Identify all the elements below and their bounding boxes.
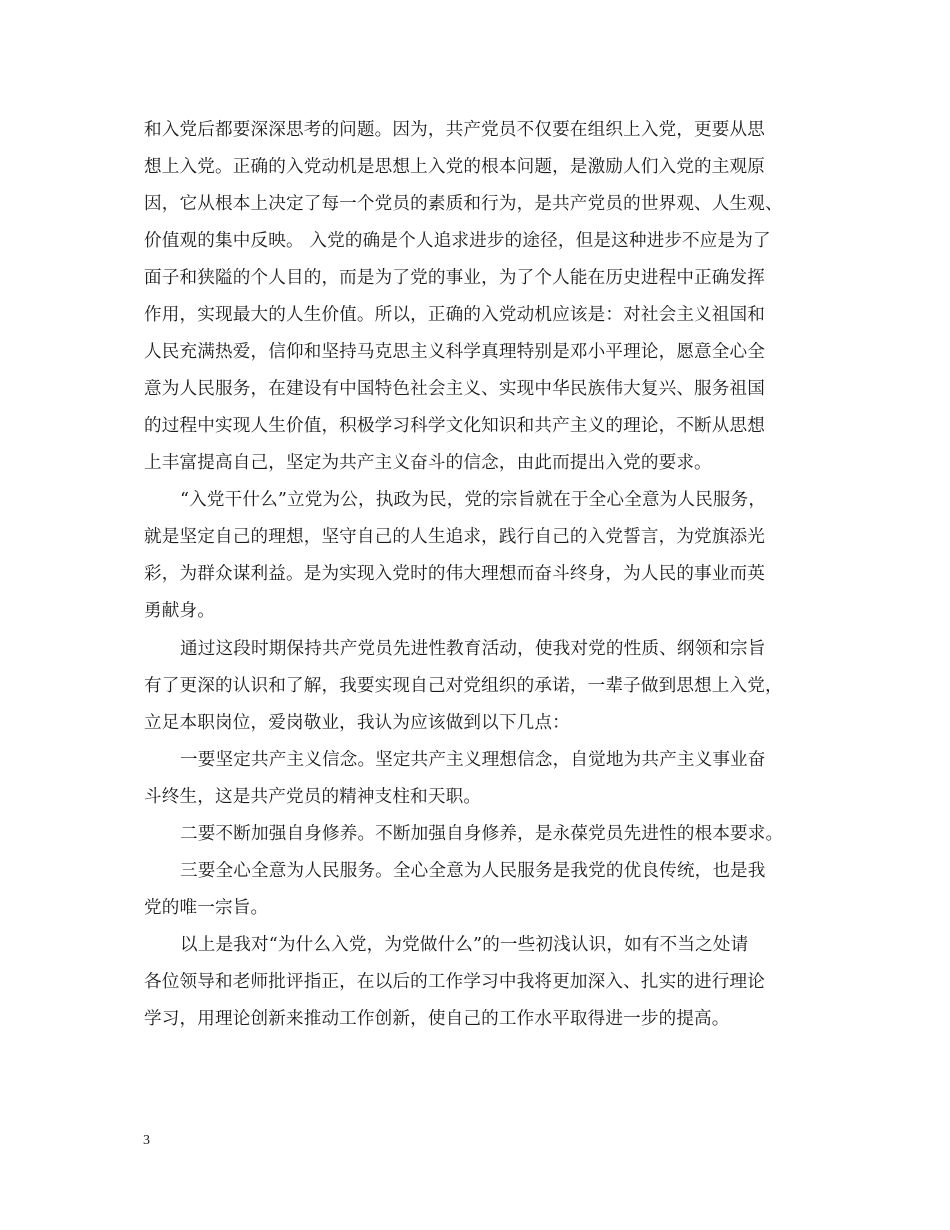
paragraph-line: 就是坚定自己的理想，坚守自己的人生追求，践行自己的入党誓言，为党旗添光 bbox=[144, 527, 766, 547]
page-number: 3 bbox=[143, 1133, 150, 1148]
paragraph-line: 的过程中实现人生价值，积极学习科学文化知识和共产主义的理论，不断从思想 bbox=[144, 416, 766, 436]
paragraph-line: 作用，实现最大的人生价值。所以，正确的入党动机应该是：对社会主义祖国和 bbox=[144, 305, 766, 325]
paragraph-line: 意为人民服务，在建设有中国特色社会主义、实现中华民族伟大复兴、服务祖国 bbox=[144, 379, 766, 399]
paragraph-line: 有了更深的认识和了解，我要实现自己对党组织的承诺，一辈子做到思想上入党， bbox=[144, 676, 783, 696]
paragraph-line: 三要全心全意为人民服务。全心全意为人民服务是我党的优良传统，也是我 bbox=[180, 861, 766, 881]
paragraph-line: 通过这段时期保持共产党员先进性教育活动，使我对党的性质、纲领和宗旨 bbox=[180, 639, 766, 659]
paragraph-line: 勇献身。 bbox=[144, 601, 215, 621]
paragraph-line: 立足本职岗位，爱岗敬业，我认为应该做到以下几点： bbox=[144, 713, 570, 733]
paragraph-line: 二要不断加强自身修养。不断加强自身修养，是永葆党员先进性的根本要求。 bbox=[180, 824, 784, 844]
paragraph-line: 面子和狭隘的个人目的，而是为了党的事业，为了个人能在历史进程中正确发挥 bbox=[144, 268, 766, 288]
paragraph-line: 一要坚定共产主义信念。坚定共产主义理想信念，自觉地为共产主义事业奋 bbox=[180, 750, 766, 770]
paragraph-line: 和入党后都要深深思考的问题。因为，共产党员不仅要在组织上入党，更要从思 bbox=[144, 120, 766, 140]
paragraph-line: 各位领导和老师批评指正，在以后的工作学习中我将更加深入、扎实的进行理论 bbox=[144, 972, 766, 992]
paragraph-line: 因，它从根本上决定了每一个党员的素质和行为，是共产党员的世界观、人生观、 bbox=[144, 194, 783, 214]
paragraph-line: 斗终生，这是共产党员的精神支柱和天职。 bbox=[144, 787, 482, 807]
paragraph-line: 以上是我对“为什么入党，为党做什么”的一些初浅认识，如有不当之处请 bbox=[180, 935, 749, 955]
paragraph-line: 彩，为群众谋利益。是为实现入党时的伟大理想而奋斗终身，为人民的事业而英 bbox=[144, 564, 766, 584]
paragraph-line: 上丰富提高自己，坚定为共产主义奋斗的信念，由此而提出入党的要求。 bbox=[144, 453, 712, 473]
paragraph-line: 人民充满热爱，信仰和坚持马克思主义科学真理特别是邓小平理论，愿意全心全 bbox=[144, 342, 766, 362]
paragraph-line: “入党干什么”立党为公，执政为民，党的宗旨就在于全心全意为人民服务， bbox=[180, 490, 767, 510]
paragraph-line: 想上入党。正确的入党动机是思想上入党的根本问题，是激励人们入党的主观原 bbox=[144, 157, 766, 177]
paragraph-line: 价值观的集中反映。 入党的确是个人追求进步的途径，但是这种进步不应是为了 bbox=[144, 231, 771, 251]
paragraph-line: 学习，用理论创新来推动工作创新，使自己的工作水平取得进一步的提高。 bbox=[144, 1009, 730, 1029]
paragraph-line: 党的唯一宗旨。 bbox=[144, 898, 269, 918]
